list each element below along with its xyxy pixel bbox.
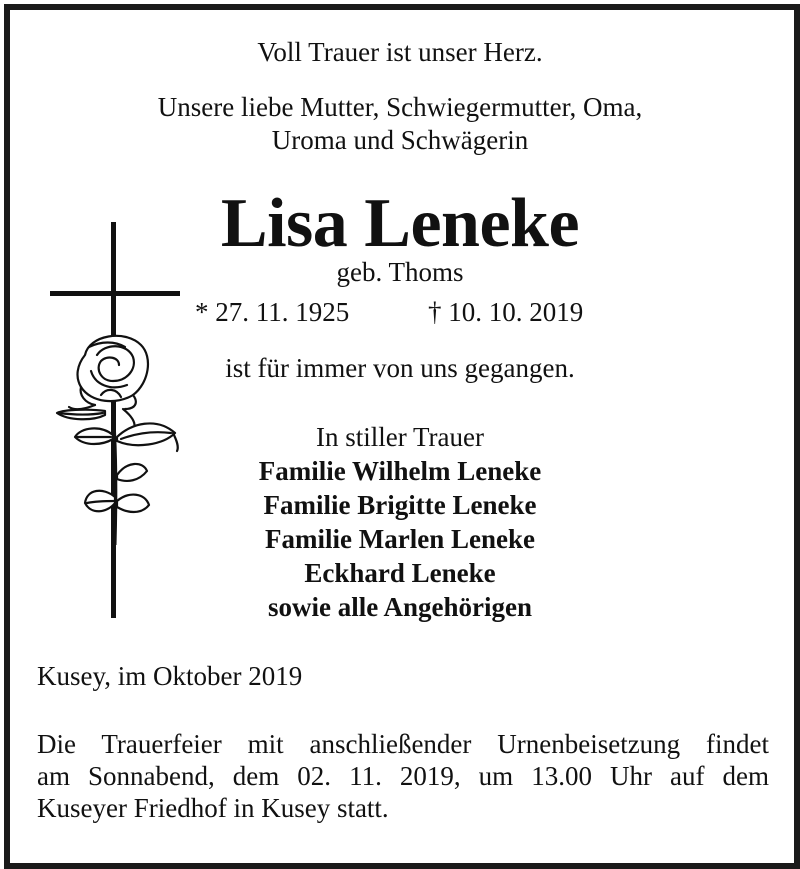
ceremony-line-1: Die Trauerfeier mit anschließender Urnenbeisetzung findet bbox=[37, 729, 769, 759]
maiden-name: geb. Thoms bbox=[336, 257, 464, 287]
ceremony-text bbox=[37, 728, 769, 824]
rose-icon bbox=[45, 325, 185, 545]
mourner-1: Familie Wilhelm Leneke bbox=[258, 456, 542, 486]
deceased-name: Lisa Leneke bbox=[220, 185, 580, 262]
mourner-4: Eckhard Leneke bbox=[304, 558, 496, 588]
passed-line: ist für immer von uns gegangen. bbox=[225, 353, 575, 383]
mourner-2: Familie Brigitte Leneke bbox=[263, 490, 537, 520]
mourning-intro: In stiller Trauer bbox=[316, 422, 484, 452]
ceremony-line-3: Kuseyer Friedhof in Kusey statt. bbox=[37, 793, 389, 823]
place-date: Kusey, im Oktober 2019 bbox=[37, 661, 303, 691]
birth-date: * 27. 11. 1925 bbox=[195, 297, 350, 327]
mourner-5: sowie alle Angehörigen bbox=[268, 592, 532, 622]
opening-line: Voll Trauer ist unser Herz. bbox=[257, 37, 543, 67]
mourner-3: Familie Marlen Leneke bbox=[265, 524, 535, 554]
intro-line-1: Unsere liebe Mutter, Schwiegermutter, Oma, bbox=[157, 92, 643, 122]
death-date: † 10. 10. 2019 bbox=[428, 297, 584, 327]
intro-line-2: Uroma und Schwägerin bbox=[271, 125, 529, 155]
ceremony-line-2: am Sonnabend, dem 02. 11. 2019, um 13.00 Uhr auf dem bbox=[37, 761, 769, 791]
